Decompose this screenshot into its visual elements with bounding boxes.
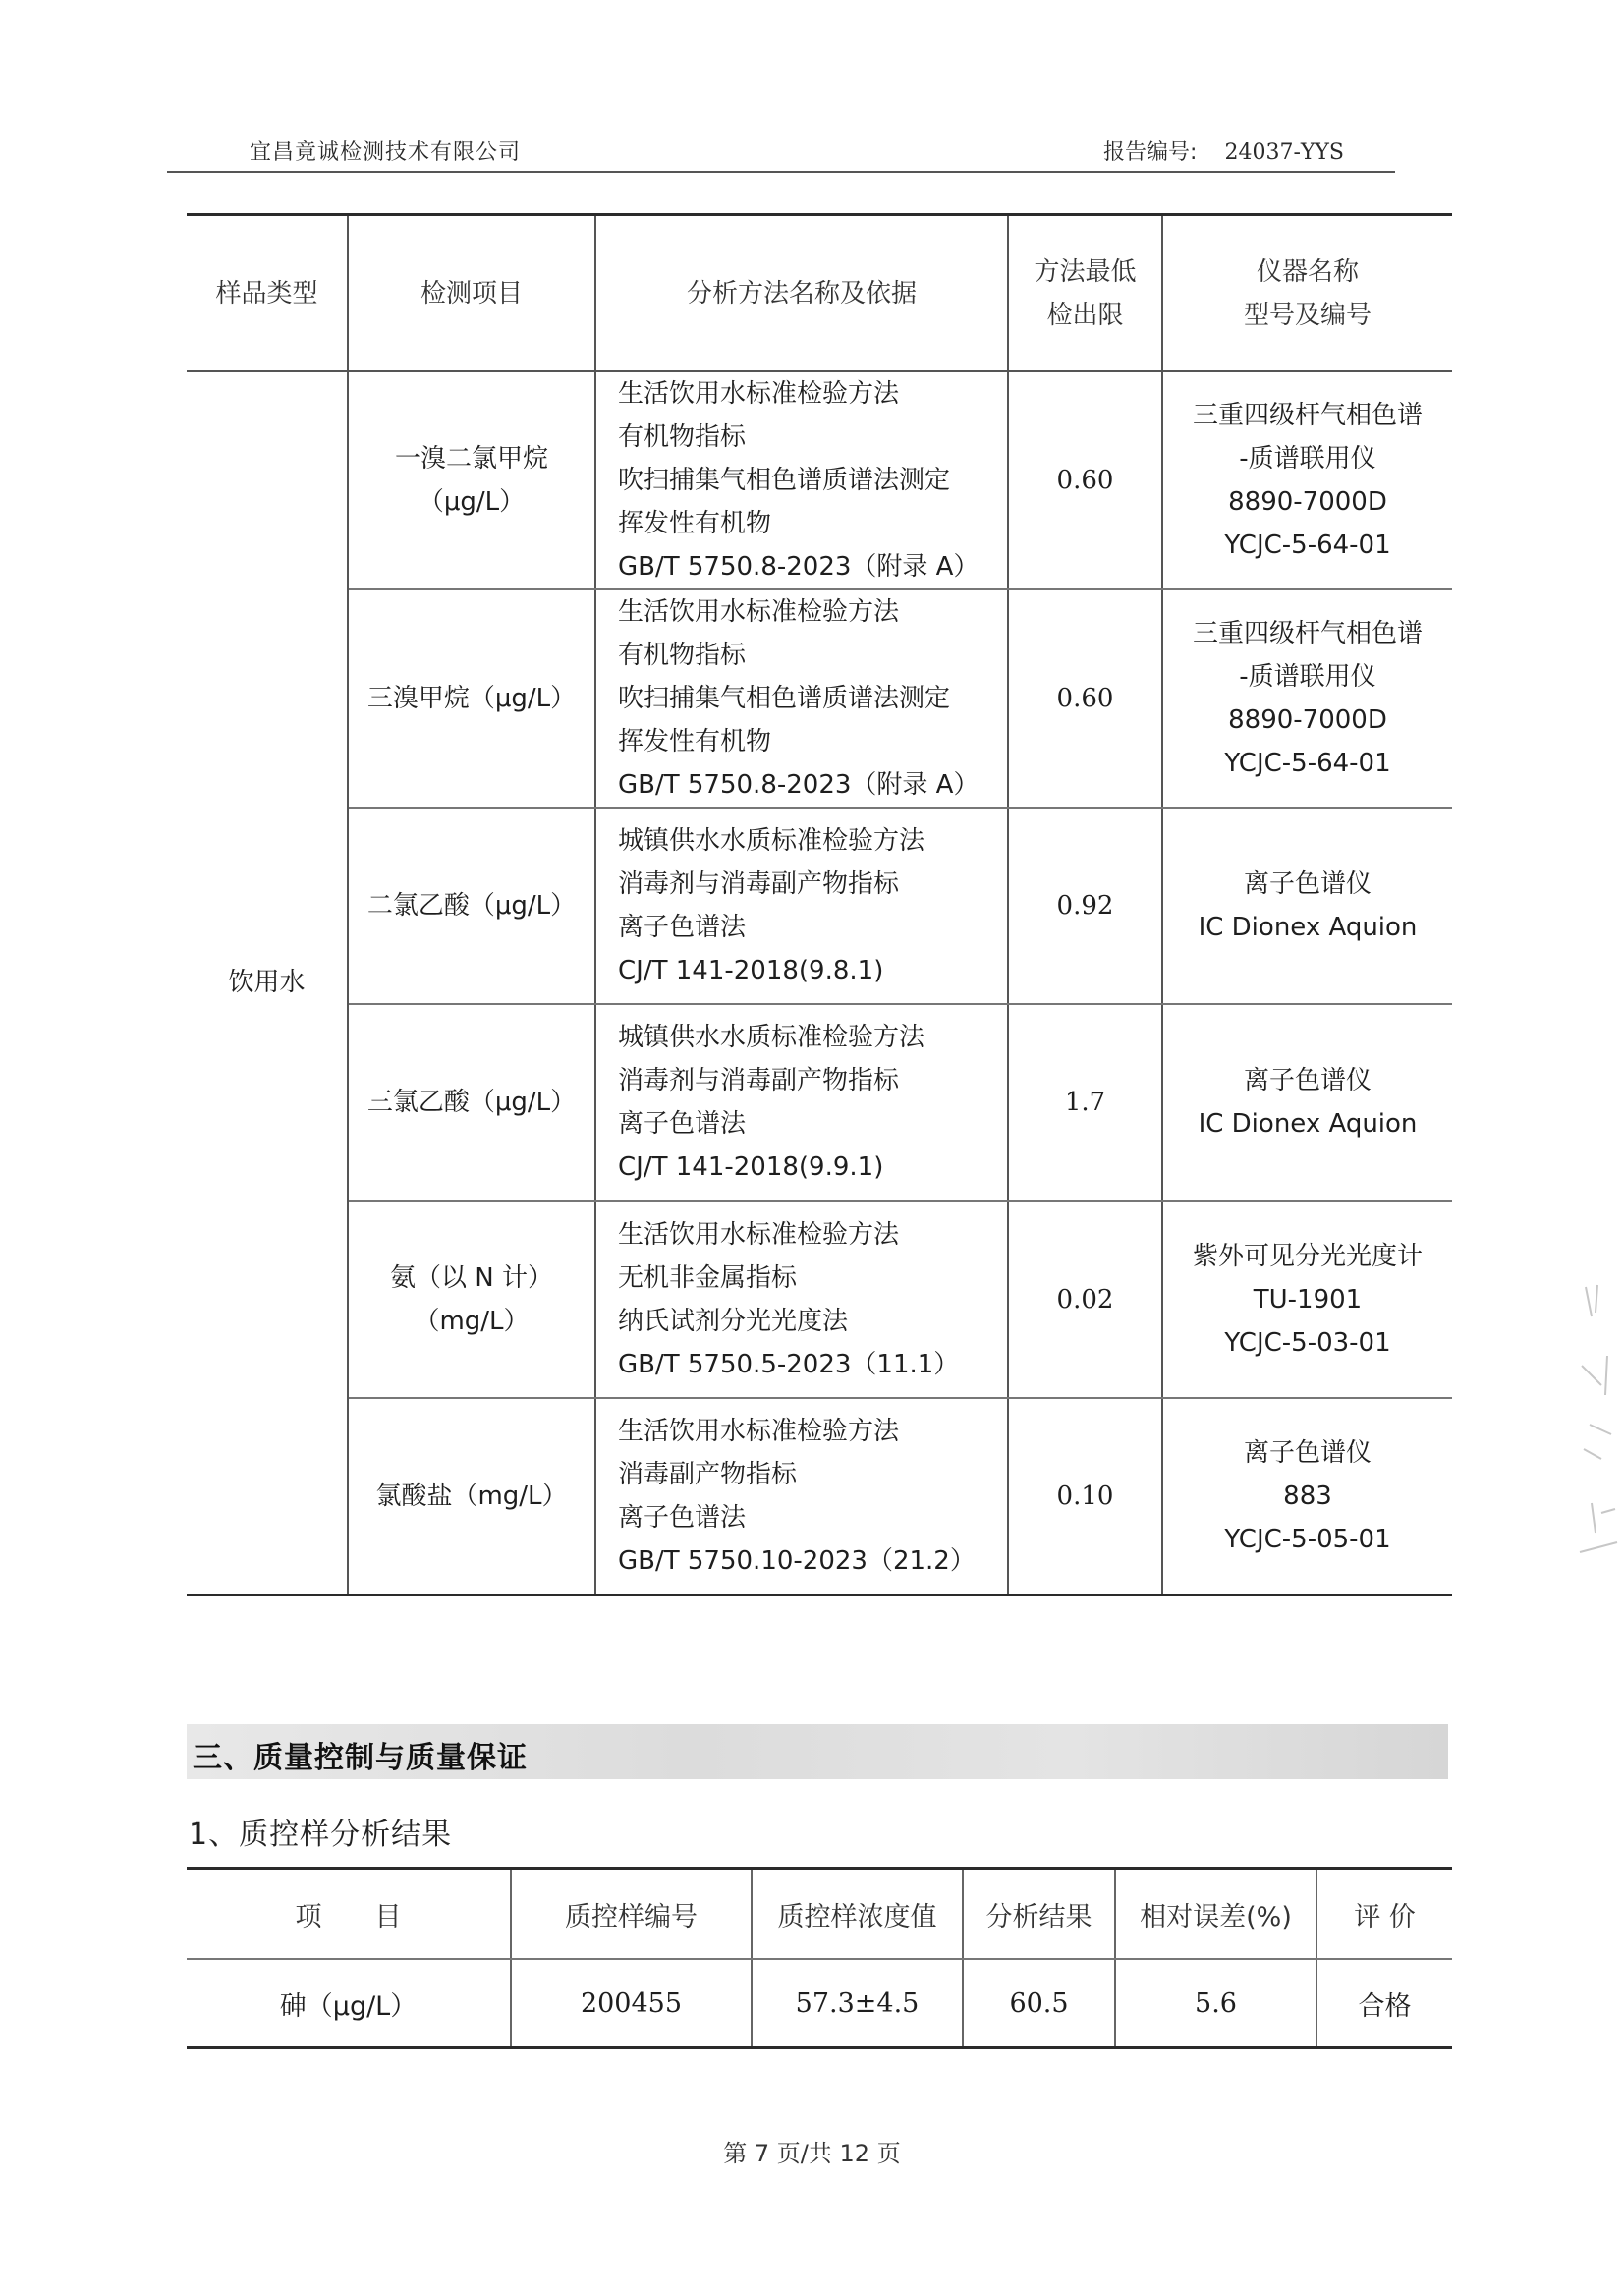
methods-table-row	[187, 808, 1452, 1004]
column-header-detection-limit: 方法最低 检出限	[1008, 215, 1162, 372]
page-number: 第 7 页/共 12 页	[723, 2140, 901, 2167]
detection-limit-cell: 0.10	[1008, 1398, 1162, 1595]
methods-table	[187, 213, 1452, 1596]
qc-cell-item: 砷（μg/L）	[187, 1959, 511, 2048]
methods-table-header-row	[187, 215, 1452, 372]
qc-cell-concentration: 57.3±4.5	[752, 1959, 963, 2048]
report-number-label: 报告编号:	[1103, 140, 1198, 165]
qc-header-result: 分析结果	[963, 1869, 1115, 1960]
seal-stamp-fragment	[1572, 1277, 1621, 1572]
qc-table	[187, 1867, 1452, 2049]
qc-header-concentration: 质控样浓度值	[752, 1869, 963, 1960]
instrument-cell: 离子色谱仪 IC Dionex Aquion	[1162, 1004, 1452, 1201]
header-divider	[167, 171, 1395, 173]
methods-table-row	[187, 1398, 1452, 1595]
column-header-instrument: 仪器名称 型号及编号	[1162, 215, 1452, 372]
test-item-cell: 氨（以 N 计） （mg/L）	[348, 1201, 595, 1398]
section-subtitle: 1、质控样分析结果	[189, 1818, 453, 1852]
report-number	[1103, 136, 1344, 166]
page-header	[250, 126, 1395, 175]
detection-limit-cell: 0.92	[1008, 808, 1162, 1004]
test-item-cell: 三氯乙酸（μg/L）	[348, 1004, 595, 1201]
qc-header-evaluation: 评 价	[1316, 1869, 1452, 1960]
instrument-cell: 紫外可见分光光度计 TU-1901 YCJC-5-03-01	[1162, 1201, 1452, 1398]
qc-table-header-row	[187, 1869, 1452, 1960]
instrument-cell: 三重四级杆气相色谱 -质谱联用仪 8890-7000D YCJC-5-64-01	[1162, 371, 1452, 589]
company-name: 宜昌竟诚检测技术有限公司	[250, 140, 522, 165]
method-cell: 生活饮用水标准检验方法 无机非金属指标 纳氏试剂分光光度法 GB/T 5750.5-2023（11.1）	[595, 1201, 1008, 1398]
qc-cell-sample-no: 200455	[511, 1959, 752, 2048]
qc-header-relative-error: 相对误差(%)	[1115, 1869, 1316, 1960]
qc-cell-relative-error: 5.6	[1115, 1959, 1316, 2048]
detection-limit-cell: 0.60	[1008, 371, 1162, 589]
method-cell: 生活饮用水标准检验方法 消毒副产物指标 离子色谱法 GB/T 5750.10-2023（21.2）	[595, 1398, 1008, 1595]
instrument-cell: 离子色谱仪 883 YCJC-5-05-01	[1162, 1398, 1452, 1595]
method-cell: 生活饮用水标准检验方法 有机物指标 吹扫捕集气相色谱质谱法测定 挥发性有机物 GB/T 5750.8-2023（附录 A）	[595, 589, 1008, 808]
instrument-cell: 离子色谱仪 IC Dionex Aquion	[1162, 808, 1452, 1004]
column-header-sample-type: 样品类型	[187, 215, 348, 372]
qc-cell-evaluation: 合格	[1316, 1959, 1452, 2048]
methods-table-row	[187, 1004, 1452, 1201]
detection-limit-cell: 0.02	[1008, 1201, 1162, 1398]
column-header-method: 分析方法名称及依据	[595, 215, 1008, 372]
methods-table-row	[187, 589, 1452, 808]
test-item-cell: 三溴甲烷（μg/L）	[348, 589, 595, 808]
column-header-test-item: 检测项目	[348, 215, 595, 372]
qc-cell-result: 60.5	[963, 1959, 1115, 2048]
methods-table-row	[187, 371, 1452, 589]
method-cell: 城镇供水水质标准检验方法 消毒剂与消毒副产物指标 离子色谱法 CJ/T 141-2018(9.8.1)	[595, 808, 1008, 1004]
method-cell: 生活饮用水标准检验方法 有机物指标 吹扫捕集气相色谱质谱法测定 挥发性有机物 GB/T 5750.8-2023（附录 A）	[595, 371, 1008, 589]
qc-header-item: 项 目	[187, 1869, 511, 1960]
qc-table-row	[187, 1959, 1452, 2048]
sample-type-cell: 饮用水	[187, 371, 348, 1595]
method-cell: 城镇供水水质标准检验方法 消毒剂与消毒副产物指标 离子色谱法 CJ/T 141-2018(9.9.1)	[595, 1004, 1008, 1201]
methods-table-row	[187, 1201, 1452, 1398]
detection-limit-cell: 0.60	[1008, 589, 1162, 808]
qc-header-sample-no: 质控样编号	[511, 1869, 752, 1960]
instrument-cell: 三重四级杆气相色谱 -质谱联用仪 8890-7000D YCJC-5-64-01	[1162, 589, 1452, 808]
test-item-cell: 一溴二氯甲烷 （μg/L）	[348, 371, 595, 589]
test-item-cell: 二氯乙酸（μg/L）	[348, 808, 595, 1004]
detection-limit-cell: 1.7	[1008, 1004, 1162, 1201]
test-item-cell: 氯酸盐（mg/L）	[348, 1398, 595, 1595]
section-title: 三、质量控制与质量保证	[193, 1741, 528, 1775]
report-number-value: 24037-YYS	[1224, 140, 1344, 165]
